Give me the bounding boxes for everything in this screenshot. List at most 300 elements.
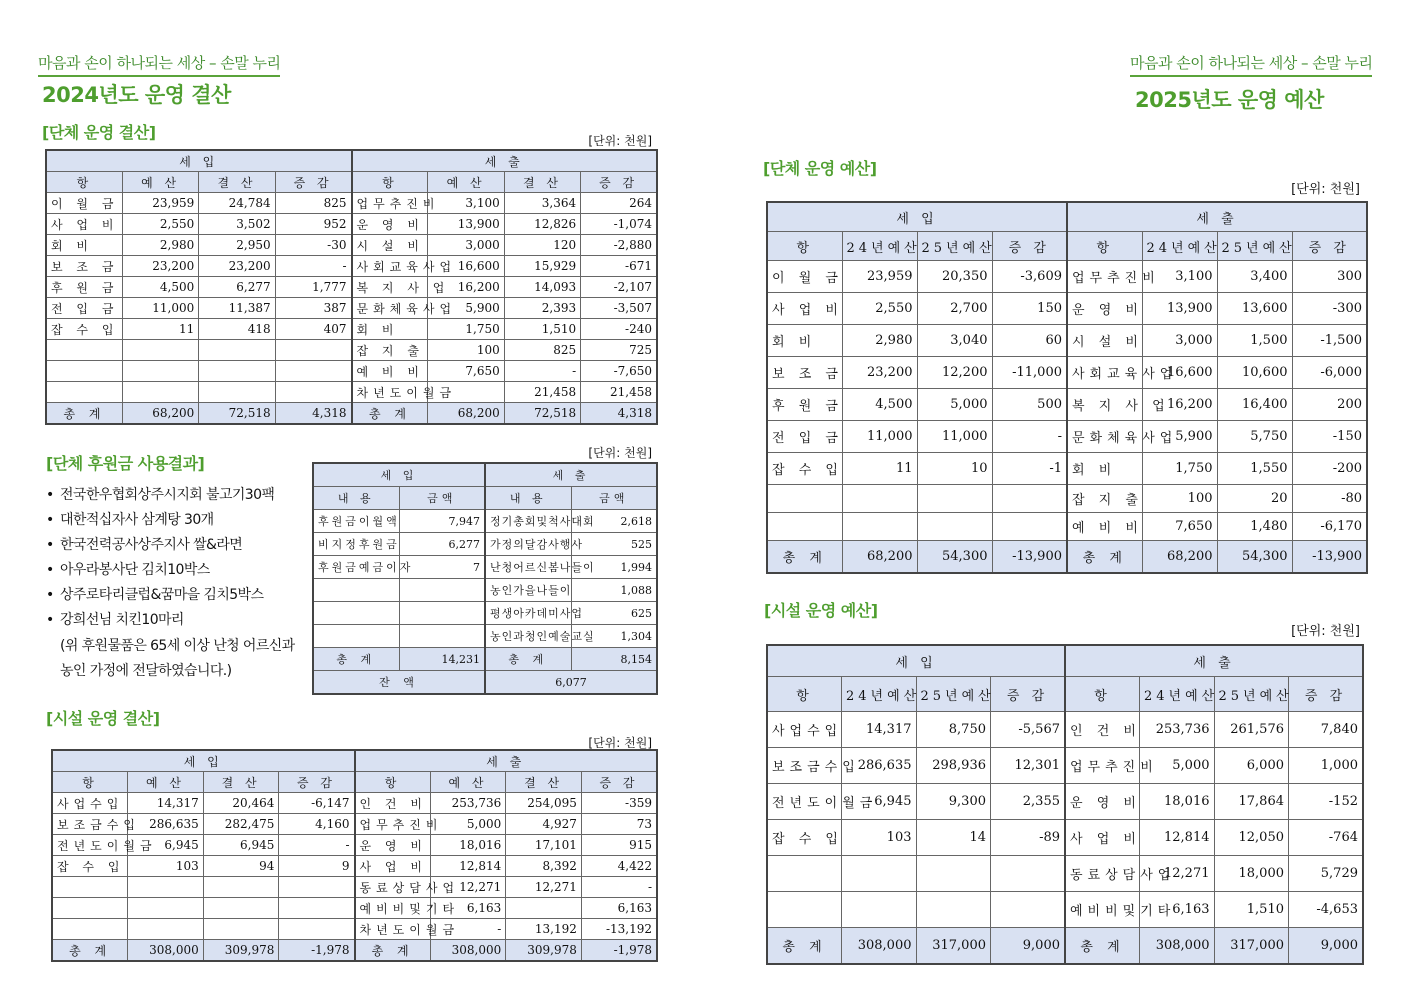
org-budget-title: [단체 운영 예산] <box>763 159 877 178</box>
column-header: 내 용 <box>485 487 571 510</box>
table-row <box>313 602 657 625</box>
total-amount: 308,000 <box>1140 928 1215 965</box>
total-label: 총 계 <box>46 403 122 425</box>
table-row <box>313 625 657 648</box>
total-label: 총 계 <box>767 928 842 965</box>
total-amount: 317,000 <box>916 928 991 965</box>
amount-cell: 253,736 <box>430 793 506 814</box>
amount-cell: 825 <box>275 193 351 214</box>
amount-cell: 264 <box>581 193 657 214</box>
amount-cell: 2,355 <box>991 784 1066 820</box>
item-label: 사 업 비 <box>46 214 122 235</box>
amount-cell: -764 <box>1289 820 1364 856</box>
amount-cell: -80 <box>1292 485 1367 513</box>
column-header: 24년예산 <box>842 232 917 261</box>
list-item <box>46 508 274 533</box>
item-label: 사회교육사업 <box>352 256 428 277</box>
amount-cell: 11 <box>122 319 198 340</box>
donation-items-list <box>46 483 274 633</box>
table-row <box>767 453 1367 485</box>
amount-cell: 6,163 <box>1140 892 1215 928</box>
donation-note-line: 농인 가정에 전달하였습니다.) <box>60 663 232 679</box>
item-label: 예 비 비 <box>1067 513 1142 541</box>
amount-cell: 18,016 <box>430 835 506 856</box>
total-amount: 4,318 <box>581 403 657 425</box>
total-amount: 9,000 <box>991 928 1066 965</box>
column-header: 증 감 <box>581 772 657 793</box>
column-header: 결 산 <box>506 772 582 793</box>
amount-cell: 387 <box>275 298 351 319</box>
amount-cell: 13,900 <box>428 214 504 235</box>
amount-cell: 17,864 <box>1214 784 1289 820</box>
amount-cell: 60 <box>992 325 1067 357</box>
donation-item-text: 아우라봉사단 김치10박스 <box>60 562 210 578</box>
amount-cell: 2,700 <box>917 293 992 325</box>
amount-cell: -2,880 <box>581 235 657 256</box>
amount-cell: 625 <box>571 602 657 625</box>
total-amount: 54,300 <box>1217 541 1292 574</box>
amount-cell: 150 <box>992 293 1067 325</box>
amount-cell: -4,653 <box>1289 892 1364 928</box>
table-row <box>767 712 1363 748</box>
donation-note-line: (위 후원물품은 65세 이상 난청 어르신과 <box>60 638 295 654</box>
amount-cell: 23,200 <box>842 357 917 389</box>
amount-cell: 7,650 <box>428 361 504 382</box>
table-row <box>46 214 657 235</box>
list-item <box>46 608 274 633</box>
column-header: 항 <box>52 772 128 793</box>
table-row <box>52 877 657 898</box>
amount-cell <box>842 892 917 928</box>
column-header: 25년예산 <box>1217 232 1292 261</box>
table-row <box>52 898 657 919</box>
column-header: 결 산 <box>203 772 279 793</box>
total-amount: 14,231 <box>399 648 485 671</box>
column-header: 금액 <box>399 487 485 510</box>
amount-cell: 6,945 <box>203 835 279 856</box>
item-label <box>46 361 122 382</box>
amount-cell: 12,301 <box>991 748 1066 784</box>
amount-cell <box>128 898 204 919</box>
amount-cell: 3,100 <box>1142 261 1217 293</box>
amount-cell: 5,750 <box>1217 421 1292 453</box>
expense-header: 세 출 <box>1065 645 1363 677</box>
item-label: 후원금이월액 <box>313 510 399 533</box>
amount-cell: -2,107 <box>581 277 657 298</box>
org-settlement-title: [단체 운영 결산] <box>42 123 156 142</box>
donation-item-text: 전국한우협회상주시지회 불고기30팩 <box>60 487 275 503</box>
column-header: 증 감 <box>1289 677 1364 712</box>
column-header-row <box>46 172 657 193</box>
item-label <box>767 856 842 892</box>
item-label: 시 설 비 <box>1067 325 1142 357</box>
item-label: 사회교육사업 <box>1067 357 1142 389</box>
item-label: 문화체육사업 <box>1067 421 1142 453</box>
amount-cell: 15,929 <box>504 256 580 277</box>
item-label: 잡 지 출 <box>1067 485 1142 513</box>
item-label: 차년도이월금 <box>352 382 428 403</box>
amount-cell: 23,959 <box>842 261 917 293</box>
facility-budget-title: [시설 운영 예산] <box>764 601 878 620</box>
amount-cell: 9 <box>279 856 355 877</box>
total-amount: 4,318 <box>275 403 351 425</box>
amount-cell: 2,980 <box>842 325 917 357</box>
table-row <box>46 382 657 403</box>
balance-value: 6,077 <box>485 671 657 695</box>
amount-cell: - <box>279 835 355 856</box>
total-amount: 317,000 <box>1214 928 1289 965</box>
amount-cell: - <box>504 361 580 382</box>
table-row <box>767 293 1367 325</box>
column-header: 24년예산 <box>1140 677 1215 712</box>
item-label: 보조금수입 <box>52 814 128 835</box>
right-slogan: 마음과 손이 하나되는 세상 – 손말 누리 <box>1130 52 1372 77</box>
amount-cell: 20 <box>1217 485 1292 513</box>
amount-cell: 3,100 <box>428 193 504 214</box>
total-label: 총 계 <box>52 940 128 962</box>
column-header: 증 감 <box>275 172 351 193</box>
balance-label: 잔 액 <box>313 671 485 695</box>
amount-cell <box>275 340 351 361</box>
facility-settlement-unit: [단위: 천원] <box>588 736 652 750</box>
amount-cell: -5,567 <box>991 712 1066 748</box>
amount-cell <box>917 513 992 541</box>
amount-cell: 1,750 <box>428 319 504 340</box>
amount-cell <box>122 382 198 403</box>
amount-cell: 253,736 <box>1140 712 1215 748</box>
item-label: 잡 수 입 <box>767 453 842 485</box>
item-label: 업무추진비 <box>1067 261 1142 293</box>
donation-title: [단체 후원금 사용결과] <box>46 454 205 473</box>
amount-cell: 12,826 <box>504 214 580 235</box>
item-label: 사 업 비 <box>355 856 431 877</box>
item-label: 예 비 비 <box>352 361 428 382</box>
amount-cell: -6,000 <box>1292 357 1367 389</box>
amount-cell: 20,464 <box>203 793 279 814</box>
total-amount: 72,518 <box>504 403 580 425</box>
total-label: 총 계 <box>313 648 399 671</box>
amount-cell: 952 <box>275 214 351 235</box>
amount-cell <box>842 856 917 892</box>
item-label: 후 원 금 <box>46 277 122 298</box>
table-row <box>313 533 657 556</box>
column-header: 항 <box>767 232 842 261</box>
amount-cell: 11,000 <box>917 421 992 453</box>
total-row <box>767 541 1367 574</box>
column-header: 결 산 <box>199 172 275 193</box>
amount-cell <box>842 513 917 541</box>
amount-cell <box>992 485 1067 513</box>
amount-cell: 23,200 <box>199 256 275 277</box>
item-label <box>313 625 399 648</box>
item-label: 업무추진비 <box>1065 748 1140 784</box>
column-header: 24년예산 <box>1142 232 1217 261</box>
item-label: 사업수입 <box>52 793 128 814</box>
item-label: 농인가을나들이 <box>485 579 571 602</box>
amount-cell: 286,635 <box>128 814 204 835</box>
facility-settlement-table <box>51 749 658 962</box>
item-label: 업무추진비 <box>355 814 431 835</box>
amount-cell: 407 <box>275 319 351 340</box>
amount-cell: 100 <box>428 340 504 361</box>
item-label: 복 지 사 업 <box>352 277 428 298</box>
amount-cell: 5,729 <box>1289 856 1364 892</box>
bullet-icon: • <box>46 487 54 503</box>
amount-cell <box>991 892 1066 928</box>
amount-cell: 13,600 <box>1217 293 1292 325</box>
amount-cell: 5,000 <box>430 814 506 835</box>
amount-cell: 23,959 <box>122 193 198 214</box>
table-row <box>52 814 657 835</box>
amount-cell: -30 <box>275 235 351 256</box>
amount-cell: 1,750 <box>1142 453 1217 485</box>
amount-cell: 17,101 <box>506 835 582 856</box>
amount-cell: 94 <box>203 856 279 877</box>
amount-cell <box>399 602 485 625</box>
column-header: 예 산 <box>122 172 198 193</box>
item-label <box>52 898 128 919</box>
amount-cell: 300 <box>1292 261 1367 293</box>
table-row <box>46 235 657 256</box>
item-label <box>767 485 842 513</box>
item-label: 인 건 비 <box>355 793 431 814</box>
item-label: 사 업 비 <box>1065 820 1140 856</box>
column-header: 내 용 <box>313 487 399 510</box>
column-header: 결 산 <box>504 172 580 193</box>
item-label: 사 업 비 <box>767 293 842 325</box>
amount-cell: 1,000 <box>1289 748 1364 784</box>
amount-cell: 14 <box>916 820 991 856</box>
list-item <box>46 583 274 608</box>
amount-cell: 3,000 <box>1142 325 1217 357</box>
item-label: 난청어르신봄나들이 <box>485 556 571 579</box>
group-header-row <box>52 750 657 772</box>
amount-cell: -89 <box>991 820 1066 856</box>
column-header: 증 감 <box>992 232 1067 261</box>
amount-cell: -359 <box>581 793 657 814</box>
org-budget-unit: [단위: 천원] <box>1291 182 1360 197</box>
amount-cell <box>917 485 992 513</box>
list-item <box>46 483 274 508</box>
column-header-row <box>313 487 657 510</box>
item-label: 문화체육사업 <box>352 298 428 319</box>
income-header: 세 입 <box>767 645 1065 677</box>
table-row <box>767 513 1367 541</box>
amount-cell <box>279 898 355 919</box>
amount-cell: 7 <box>399 556 485 579</box>
total-label: 총 계 <box>1065 928 1140 965</box>
amount-cell: 7,840 <box>1289 712 1364 748</box>
amount-cell <box>279 919 355 940</box>
table-row <box>767 261 1367 293</box>
item-label: 운 영 비 <box>355 835 431 856</box>
income-header: 세 입 <box>313 463 485 487</box>
balance-row <box>313 671 657 695</box>
table-row <box>46 319 657 340</box>
column-header: 증 감 <box>581 172 657 193</box>
table-row <box>52 856 657 877</box>
table-row <box>46 298 657 319</box>
item-label: 예비비및기타 <box>355 898 431 919</box>
item-label: 후원금예금이자 <box>313 556 399 579</box>
amount-cell: 6,163 <box>581 898 657 919</box>
total-amount: -13,900 <box>992 541 1067 574</box>
amount-cell: 525 <box>571 533 657 556</box>
item-label <box>767 513 842 541</box>
table-row <box>767 820 1363 856</box>
donation-note <box>60 634 295 684</box>
amount-cell <box>203 919 279 940</box>
column-header: 항 <box>352 172 428 193</box>
amount-cell: 13,900 <box>1142 293 1217 325</box>
amount-cell: 915 <box>581 835 657 856</box>
column-header: 25년예산 <box>916 677 991 712</box>
amount-cell: 6,277 <box>199 277 275 298</box>
expense-header: 세 출 <box>485 463 657 487</box>
amount-cell: 10,600 <box>1217 357 1292 389</box>
amount-cell <box>991 856 1066 892</box>
amount-cell: 725 <box>581 340 657 361</box>
amount-cell: -6,147 <box>279 793 355 814</box>
amount-cell: 4,927 <box>506 814 582 835</box>
item-label: 차년도이월금 <box>355 919 431 940</box>
expense-header: 세 출 <box>355 750 658 772</box>
amount-cell: 8,392 <box>506 856 582 877</box>
amount-cell: -300 <box>1292 293 1367 325</box>
amount-cell: 254,095 <box>506 793 582 814</box>
amount-cell: -6,170 <box>1292 513 1367 541</box>
item-label <box>767 892 842 928</box>
column-header-row <box>52 772 657 793</box>
column-header: 항 <box>1065 677 1140 712</box>
amount-cell: -7,650 <box>581 361 657 382</box>
amount-cell: 14,093 <box>504 277 580 298</box>
amount-cell: 18,000 <box>1214 856 1289 892</box>
column-header: 항 <box>1067 232 1142 261</box>
amount-cell: 6,000 <box>1214 748 1289 784</box>
amount-cell: 500 <box>992 389 1067 421</box>
amount-cell: 16,400 <box>1217 389 1292 421</box>
amount-cell: -1,074 <box>581 214 657 235</box>
amount-cell <box>122 340 198 361</box>
item-label: 전년도이월금 <box>767 784 842 820</box>
table-row <box>767 421 1367 453</box>
total-label: 총 계 <box>355 940 431 962</box>
amount-cell: 11,387 <box>199 298 275 319</box>
donation-item-text: 대한적십자사 삼계탕 30개 <box>60 512 214 528</box>
amount-cell: 6,277 <box>399 533 485 556</box>
item-label <box>46 382 122 403</box>
amount-cell: 4,500 <box>122 277 198 298</box>
total-amount: 309,978 <box>506 940 582 962</box>
right-page-title: 2025년도 운영 예산 <box>1135 88 1324 112</box>
amount-cell: -1,500 <box>1292 325 1367 357</box>
income-header: 세 입 <box>767 202 1067 232</box>
column-header: 항 <box>355 772 431 793</box>
total-label: 총 계 <box>767 541 842 574</box>
item-label: 잡 수 입 <box>767 820 842 856</box>
income-header: 세 입 <box>52 750 355 772</box>
amount-cell: 3,400 <box>1217 261 1292 293</box>
item-label: 회 비 <box>352 319 428 340</box>
amount-cell: -671 <box>581 256 657 277</box>
item-label: 보조금수입 <box>767 748 842 784</box>
facility-budget-table <box>766 644 1364 965</box>
amount-cell: 16,600 <box>428 256 504 277</box>
column-header: 증 감 <box>279 772 355 793</box>
total-amount: 68,200 <box>428 403 504 425</box>
amount-cell: 12,814 <box>1140 820 1215 856</box>
amount-cell: 18,016 <box>1140 784 1215 820</box>
amount-cell: 2,550 <box>842 293 917 325</box>
total-row <box>46 403 657 425</box>
amount-cell: 6,945 <box>128 835 204 856</box>
item-label: 인 건 비 <box>1065 712 1140 748</box>
amount-cell: 103 <box>128 856 204 877</box>
amount-cell: 10 <box>917 453 992 485</box>
amount-cell: 2,550 <box>122 214 198 235</box>
amount-cell: 1,500 <box>1217 325 1292 357</box>
amount-cell: 4,160 <box>279 814 355 835</box>
amount-cell: -200 <box>1292 453 1367 485</box>
total-amount: 308,000 <box>128 940 204 962</box>
amount-cell: 9,300 <box>916 784 991 820</box>
column-header: 항 <box>767 677 842 712</box>
table-row <box>46 340 657 361</box>
amount-cell: 16,600 <box>1142 357 1217 389</box>
amount-cell <box>275 382 351 403</box>
bullet-icon: • <box>46 512 54 528</box>
amount-cell: 1,510 <box>504 319 580 340</box>
amount-cell: 11 <box>842 453 917 485</box>
amount-cell: 2,980 <box>122 235 198 256</box>
item-label <box>313 579 399 602</box>
table-row <box>767 485 1367 513</box>
org-budget-table <box>766 201 1368 574</box>
amount-cell <box>916 856 991 892</box>
amount-cell <box>992 513 1067 541</box>
amount-cell <box>203 898 279 919</box>
item-label: 시 설 비 <box>352 235 428 256</box>
table-row <box>52 835 657 856</box>
group-header-row <box>313 463 657 487</box>
amount-cell: - <box>430 919 506 940</box>
column-header: 증 감 <box>1292 232 1367 261</box>
amount-cell: 100 <box>1142 485 1217 513</box>
table-row <box>46 277 657 298</box>
total-amount: 72,518 <box>199 403 275 425</box>
amount-cell: -240 <box>581 319 657 340</box>
item-label: 잡 지 출 <box>352 340 428 361</box>
item-label: 운 영 비 <box>1065 784 1140 820</box>
group-header-row <box>767 202 1367 232</box>
item-label <box>313 602 399 625</box>
item-label: 전년도이월금 <box>52 835 128 856</box>
amount-cell <box>279 877 355 898</box>
table-row <box>767 389 1367 421</box>
amount-cell: 261,576 <box>1214 712 1289 748</box>
item-label: 전 입 금 <box>46 298 122 319</box>
left-slogan: 마음과 손이 하나되는 세상 – 손말 누리 <box>38 52 280 77</box>
bullet-icon: • <box>46 587 54 603</box>
table-row <box>46 256 657 277</box>
donation-table <box>312 462 658 695</box>
donation-item-text: 강희선님 치킨10마리 <box>60 612 184 628</box>
amount-cell: 4,500 <box>842 389 917 421</box>
total-amount: 68,200 <box>842 541 917 574</box>
amount-cell: 1,480 <box>1217 513 1292 541</box>
total-row <box>52 940 657 962</box>
